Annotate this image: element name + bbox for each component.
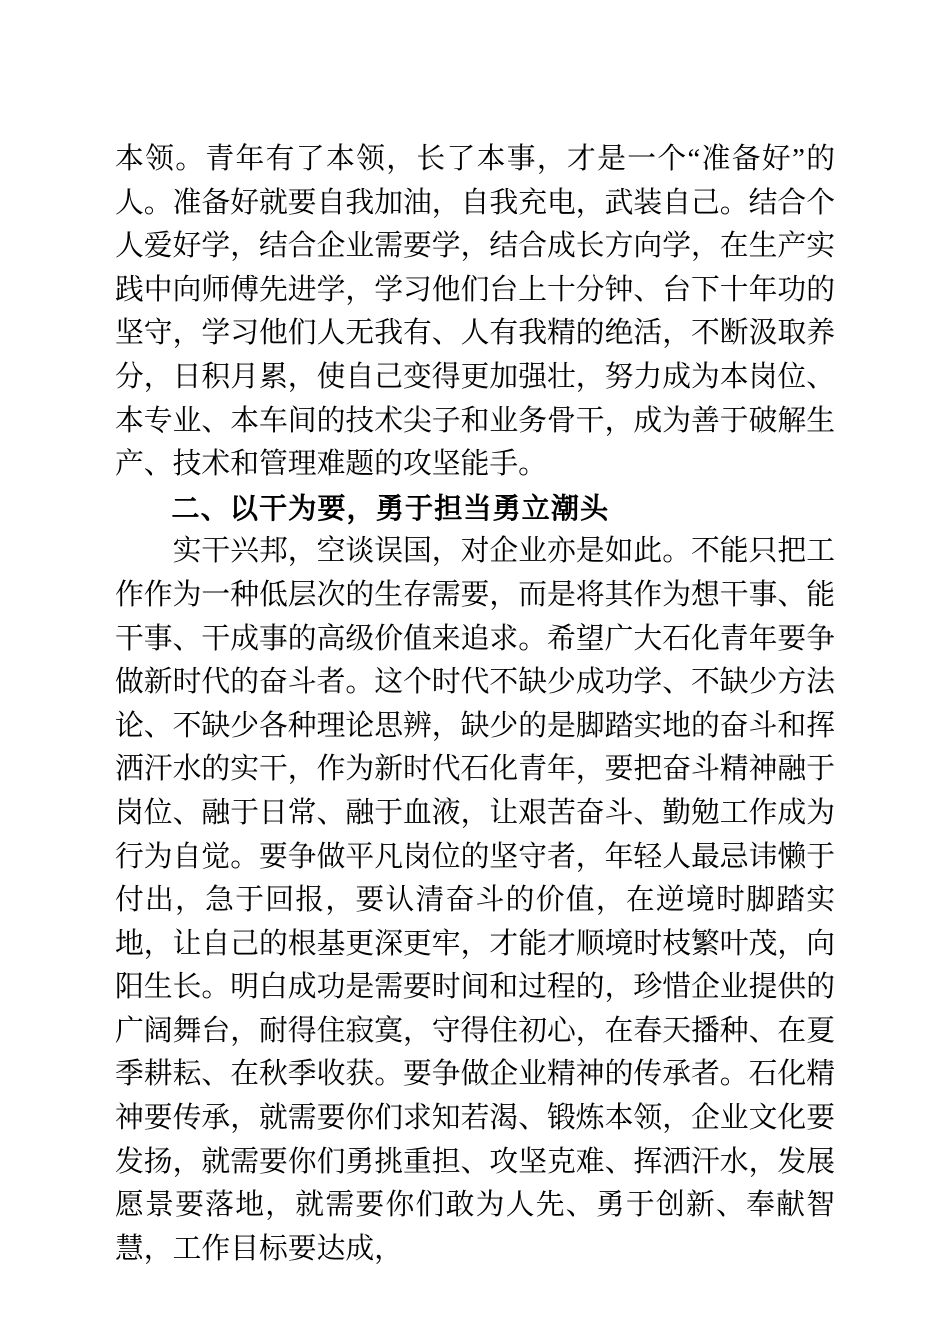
paragraph-body: 实干兴邦，空谈误国，对企业亦是如此。不能只把工作作为一种低层次的生存需要，而是将其作为想干事、能干事、干成事的高级价值来追求。希望广大石化青年要争做新时代的奋斗者。这个时代不缺少成功学、不缺少方法论、不缺少各种理论思辨，缺少的是脚踏实地的奋斗和挥洒汗水的实干，作为新时代石化青年，要把奋斗精神融于岗位、融于日常、融于血液，让艰苦奋斗、勤勉工作成为行为自觉。要争做平凡岗位的坚守者，年轻人最忌讳懒于付出，急于回报，要认清奋斗的价值，在逆境时脚踏实地，让自己的根基更深更牢，才能才顺境时枝繁叶茂，向阳生长。明白成功是需要时间和过程的，珍惜企业提供的广阔舞台，耐得住寂寞，守得住初心，在春天播种、在夏季耕耘、在秋季收获。要争做企业精神的传承者。石化精神要传承，就需要你们求知若渴、锻炼本领，企业文化要发扬，就需要你们勇挑重担、攻坚克难、挥洒汗水，发展愿景要落地，就需要你们敢为人先、勇于创新、奉献智慧，工作目标要达成， (115, 535, 835, 1265)
section-heading: 二、以干为要，勇于担当勇立潮头 (171, 491, 610, 524)
paragraph-continuation: 本领。青年有了本领，长了本事，才是一个“准备好”的人。准备好就要自我加油，自我充电，武装自己。结合个人爱好学，结合企业需要学，结合成长方向学，在生产实践中向师傅先进学，学习他们台上十分钟、台下十年功的坚守，学习他们人无我有、人有我精的绝活，不断汲取养分，日积月累，使自己变得更加强壮，努力成为本岗位、本专业、本车间的技术尖子和业务骨干，成为善于破解生产、技术和管理难题的攻坚能手。 (115, 143, 835, 481)
